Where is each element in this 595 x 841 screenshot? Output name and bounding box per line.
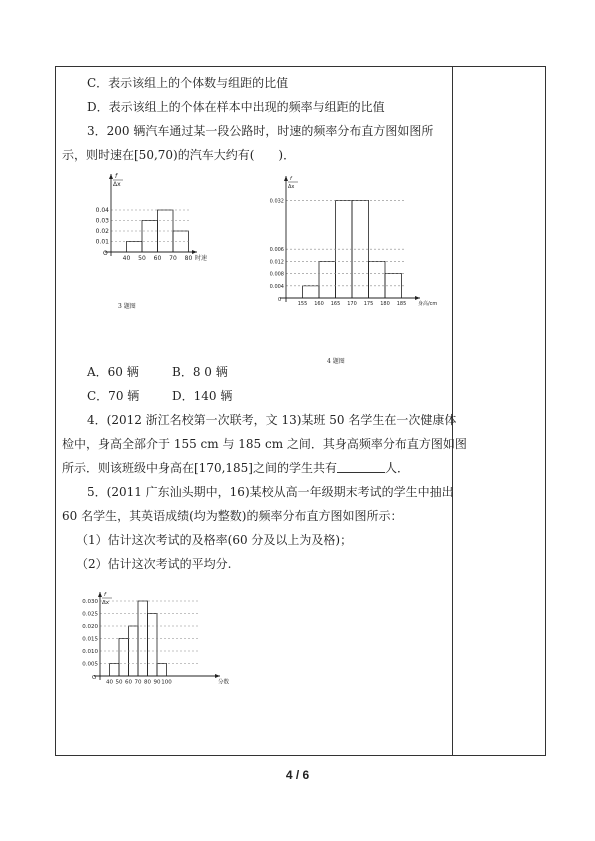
question-4-line1: 4．(2012 浙江名校第一次联考，文 13)某班 50 名学生在一次健康体 bbox=[87, 413, 457, 427]
question-4-line3-unit: 人． bbox=[385, 461, 410, 475]
question-4-line3 bbox=[62, 461, 409, 476]
y-axis-label-top: f bbox=[115, 173, 118, 180]
x-tick-label: 80 bbox=[184, 255, 193, 262]
question-5-line2: 60 名学生，其英语成绩(均为整数)的频率分布直方图如图所示： bbox=[62, 509, 403, 523]
figure-3 bbox=[85, 170, 225, 274]
y-axis-label-top: f bbox=[290, 176, 292, 182]
histogram-bar bbox=[138, 601, 148, 676]
answer-blank bbox=[337, 461, 385, 473]
y-tick-label: 0.005 bbox=[82, 661, 98, 668]
y-axis-label-bottom: Δx bbox=[113, 181, 121, 188]
x-tick-label: 70 bbox=[169, 255, 177, 262]
answer-d: D．140 辆 bbox=[172, 389, 233, 403]
y-axis-arrow bbox=[109, 174, 113, 179]
figure-5-chart bbox=[70, 588, 240, 692]
x-tick-label: 90 bbox=[153, 679, 161, 686]
y-tick-label: 0.04 bbox=[95, 207, 109, 214]
origin-label: O bbox=[103, 250, 108, 257]
x-tick-label: 50 bbox=[138, 255, 146, 262]
x-tick-label: 50 bbox=[115, 679, 123, 686]
y-axis-label-bottom: Δx bbox=[102, 600, 110, 606]
y-tick-label: 0.02 bbox=[95, 228, 109, 235]
y-tick-label: 0.01 bbox=[95, 238, 109, 246]
y-tick-label: 0.010 bbox=[82, 649, 98, 655]
histogram-bar bbox=[142, 221, 158, 253]
x-axis-arrow bbox=[192, 250, 197, 254]
y-tick-label: 0.025 bbox=[82, 611, 98, 618]
x-tick-label: 80 bbox=[144, 679, 151, 686]
origin-label: O bbox=[92, 675, 97, 681]
column-divider bbox=[452, 66, 453, 756]
x-axis-arrow bbox=[215, 674, 220, 678]
figure-4-chart bbox=[262, 170, 438, 318]
question-3-line1: 3．200 辆汽车通过某一段公路时，时速的频率分布直方图如图所 bbox=[87, 124, 434, 138]
figure-4-caption: 4 题图 bbox=[327, 358, 345, 365]
x-tick-label: 40 bbox=[122, 255, 131, 262]
page-number: 4 / 6 bbox=[285, 768, 310, 782]
x-tick-label: 160 bbox=[314, 301, 324, 307]
y-tick-label: 0.032 bbox=[269, 198, 284, 205]
x-tick-label: 100 bbox=[161, 679, 172, 686]
y-tick-label: 0.015 bbox=[82, 636, 98, 643]
option-c: C．表示该组上的个体数与组距的比值 bbox=[87, 76, 289, 90]
x-tick-label: 180 bbox=[380, 301, 390, 307]
y-axis-label-top: f bbox=[104, 592, 106, 598]
x-axis-arrow bbox=[415, 296, 420, 300]
y-axis-arrow bbox=[284, 176, 288, 181]
x-axis-label: 时速 bbox=[195, 255, 208, 262]
x-tick-label: 60 bbox=[153, 255, 162, 262]
figure-4 bbox=[262, 170, 438, 322]
answer-c: C．70 辆 bbox=[87, 389, 140, 403]
histogram-bar bbox=[110, 664, 120, 677]
x-tick-label: 175 bbox=[363, 301, 374, 307]
x-tick-label: 170 bbox=[347, 301, 357, 307]
x-axis-label: 分数 bbox=[218, 679, 230, 686]
x-tick-label: 40 bbox=[106, 679, 113, 686]
x-tick-label: 70 bbox=[134, 679, 142, 686]
figure-5 bbox=[70, 588, 240, 696]
y-tick-label: 0.020 bbox=[82, 624, 98, 630]
histogram-bar bbox=[369, 261, 386, 298]
answer-a: A．60 辆 bbox=[87, 365, 139, 379]
y-axis-label-bottom: Δx bbox=[288, 184, 295, 190]
histogram-bar bbox=[127, 242, 143, 253]
histogram-bar bbox=[303, 286, 320, 298]
question-3-line2: 示，则时速在[50,70)的汽车大约有( )． bbox=[62, 148, 296, 162]
y-tick-label: 0.012 bbox=[269, 259, 284, 266]
histogram-bar bbox=[319, 261, 336, 298]
question-4-line2: 检中，身高全部介于 155 cm 与 185 cm 之间．其身高频率分布直方图如图 bbox=[62, 437, 467, 451]
x-tick-label: 185 bbox=[396, 301, 407, 307]
histogram-bar bbox=[119, 639, 129, 677]
histogram-bar bbox=[157, 664, 167, 677]
y-tick-label: 0.03 bbox=[95, 217, 109, 225]
question-5-part1: （1）估计这次考试的及格率(60 分及以上为及格)； bbox=[76, 533, 353, 547]
question-5-line1: 5．(2011 广东汕头期中，16)某校从高一年级期末考试的学生中抽出 bbox=[87, 485, 454, 499]
y-tick-label: 0.004 bbox=[269, 283, 284, 290]
origin-label: 0 bbox=[278, 297, 282, 303]
x-tick-label: 165 bbox=[330, 301, 341, 307]
y-tick-label: 0.030 bbox=[82, 599, 98, 605]
x-axis-label: 身高/cm bbox=[418, 301, 438, 307]
y-tick-label: 0.006 bbox=[269, 247, 284, 254]
x-tick-label: 155 bbox=[297, 301, 308, 307]
answer-b: B．8 0 辆 bbox=[172, 365, 228, 379]
y-axis-arrow bbox=[98, 592, 102, 597]
question-4-line3-text: 所示．则该班级中身高在[170,185]之间的学生共有 bbox=[62, 461, 337, 475]
x-tick-label: 60 bbox=[125, 679, 132, 686]
y-tick-label: 0.008 bbox=[269, 271, 284, 278]
question-5-part2: （2）估计这次考试的平均分. bbox=[76, 557, 232, 571]
option-d: D．表示该组上的个体在样本中出现的频率与组距的比值 bbox=[87, 100, 385, 114]
figure-3-chart bbox=[85, 170, 225, 270]
figure-3-caption: 3 题图 bbox=[118, 303, 136, 310]
histogram-bar bbox=[148, 614, 158, 677]
